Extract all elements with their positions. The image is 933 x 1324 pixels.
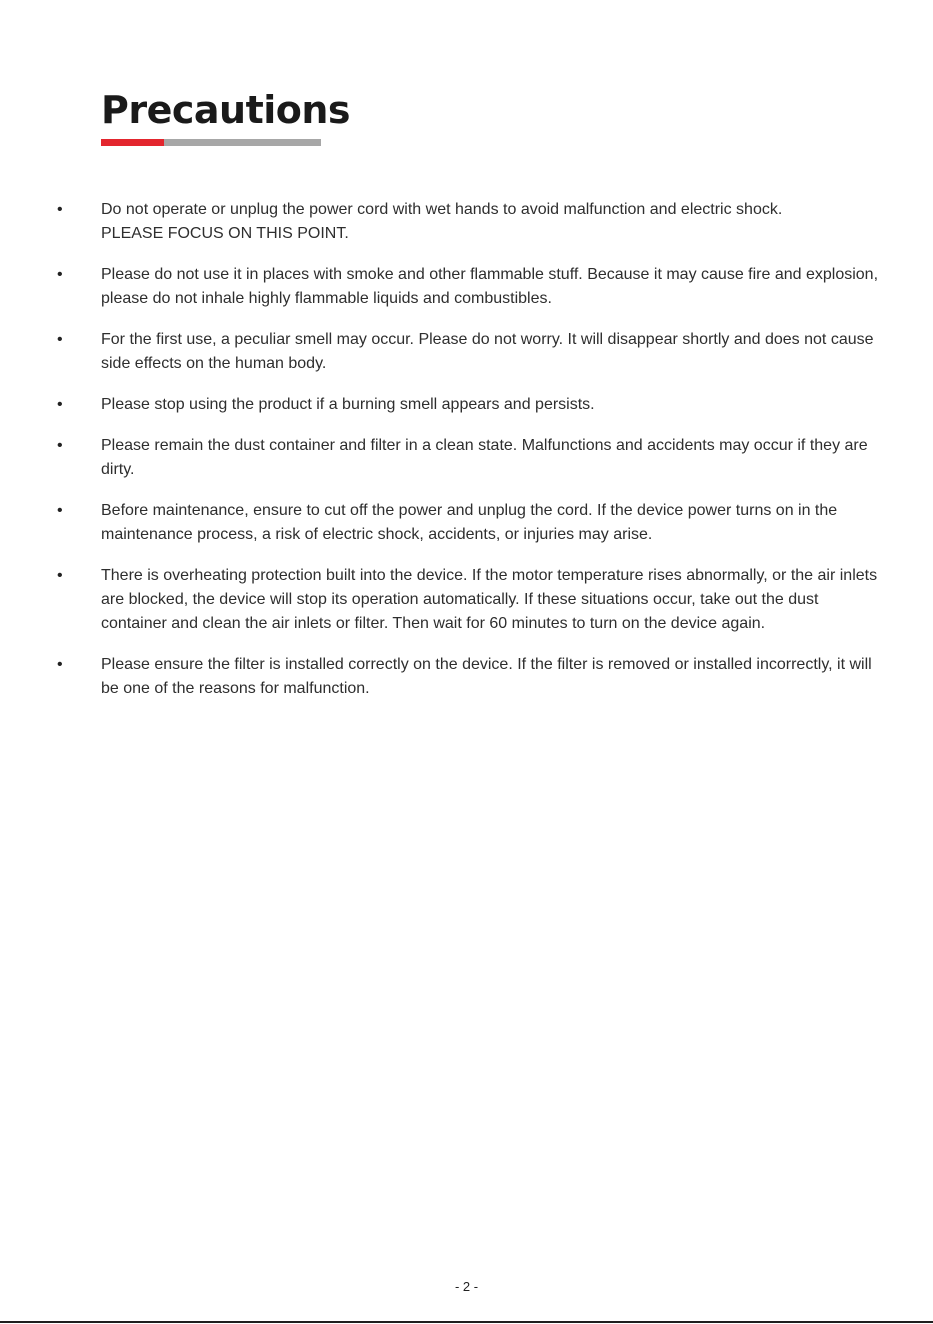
bullet-icon: • [57,502,63,519]
list-item-text: Please remain the dust container and filter in a clean state. Malfunctions and accidents may occur if they are dirty. [101,437,868,478]
bullet-icon: • [57,396,63,413]
list-item-text: Please ensure the filter is installed correctly on the device. If the filter is removed or installed incorrectly, it will be one of the reasons for malfunction. [101,656,872,697]
footer-divider [0,1321,933,1323]
page-number: - 2 - [454,1279,479,1294]
bullet-icon: • [57,266,63,283]
list-item [0,653,933,701]
list-item [0,328,933,376]
list-item [0,564,933,636]
list-item-text: Do not operate or unplug the power cord with wet hands to avoid malfunction and electric shock. PLEASE FOCUS ON THIS POINT. [101,201,783,242]
precaution-list [0,198,933,718]
list-item-text: For the first use, a peculiar smell may occur. Please do not worry. It will disappear shortly and does not cause side effects on the human body. [101,331,874,372]
list-item [0,434,933,482]
bullet-icon: • [57,437,63,454]
bullet-icon: • [57,201,63,218]
list-item-text: Before maintenance, ensure to cut off the power and unplug the cord. If the device power turns on in the maintenance process, a risk of electric shock, accidents, or injuries may arise. [101,502,838,543]
title-underline-accent [101,139,164,146]
list-item-text: Please do not use it in places with smoke and other flammable stuff. Because it may cause fire and explosion, please do not inhale highly flammable liquids and combustibles. [101,266,879,307]
title-underline [101,139,321,146]
list-item [0,198,933,246]
list-item [0,393,933,417]
list-item [0,263,933,311]
title-underline-rest [164,139,321,146]
bullet-icon: • [57,567,63,584]
list-item [0,499,933,547]
list-item-text: There is overheating protection built into the device. If the motor temperature rises abnormally, or the air inlets are blocked, the device will stop its operation automatically. If these situations occur, take out the dust container and clean the air inlets or filter. Then wait for 60 minutes to turn on the device again. [101,567,878,632]
list-item-text: Please stop using the product if a burning smell appears and persists. [101,396,595,413]
bullet-icon: • [57,656,63,673]
page-title: Precautions [101,88,351,132]
bullet-icon: • [57,331,63,348]
